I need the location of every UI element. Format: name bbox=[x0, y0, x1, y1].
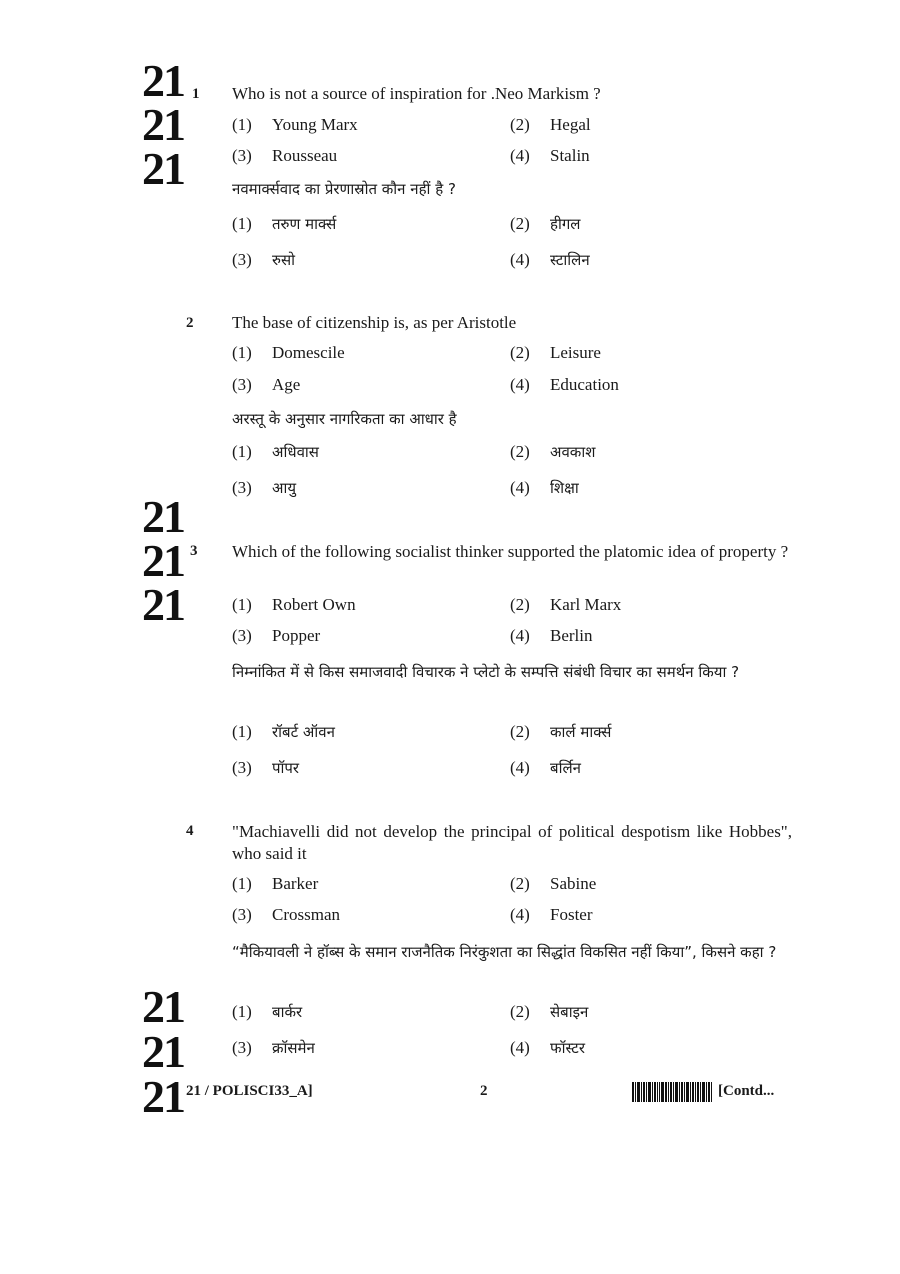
paper-code: 21 / POLISCI33_A] bbox=[186, 1083, 313, 1099]
option: (1) रॉबर्ट ऑवन bbox=[232, 722, 335, 741]
option: (3) Rousseau bbox=[232, 146, 338, 165]
question-text-en: Which of the following socialist thinker supported the platomic idea of property ? bbox=[232, 542, 789, 561]
option: (4) बर्लिन bbox=[510, 758, 581, 777]
margin-mark: 21 bbox=[142, 143, 184, 194]
option: (1) Robert Own bbox=[232, 595, 356, 614]
question-text-hi: अरस्तू के अनुसार नागरिकता का आधार है bbox=[232, 410, 457, 428]
barcode-icon bbox=[632, 1082, 712, 1102]
option: (1) Domescile bbox=[232, 343, 345, 362]
option: (3) Popper bbox=[232, 626, 321, 645]
question-text-hi: “मैकियावली ने हॉब्स के समान राजनैतिक निरंकुशता का सिद्धांत विकसित नहीं किया”, किसने कहा ? bbox=[232, 943, 777, 961]
question-number: 3 bbox=[190, 543, 198, 559]
margin-mark: 21 bbox=[142, 55, 184, 106]
option: (2) अवकाश bbox=[510, 442, 596, 461]
option: (3) Age bbox=[232, 375, 301, 394]
option: (4) शिक्षा bbox=[510, 478, 579, 497]
margin-mark: 21 bbox=[142, 579, 184, 630]
question-text-en: Who is not a source of inspiration for .Neo Markism ? bbox=[232, 84, 601, 103]
option: (2) कार्ल मार्क्स bbox=[510, 722, 612, 741]
margin-mark: 21 bbox=[142, 99, 184, 150]
option: (1) बार्कर bbox=[232, 1002, 303, 1021]
option: (4) Stalin bbox=[510, 146, 590, 165]
option: (3) पॉपर bbox=[232, 758, 300, 777]
margin-mark: 21 bbox=[142, 1026, 184, 1077]
option: (3) आयु bbox=[232, 478, 297, 497]
margin-mark: 21 bbox=[142, 535, 184, 586]
question-text-hi: निम्नांकित में से किस समाजवादी विचारक ने प्लेटो के सम्पत्ति संबंधी विचार का समर्थन किया ? bbox=[232, 663, 740, 681]
question-number: 4 bbox=[186, 823, 194, 839]
option: (2) Leisure bbox=[510, 343, 601, 362]
option: (4) Berlin bbox=[510, 626, 593, 645]
option: (4) स्टालिन bbox=[510, 250, 590, 269]
option: (1) अधिवास bbox=[232, 442, 319, 461]
option: (2) Hegal bbox=[510, 115, 591, 134]
option: (1) तरुण मार्क्स bbox=[232, 214, 337, 233]
option: (2) सेबाइन bbox=[510, 1002, 589, 1021]
option: (3) रुसो bbox=[232, 250, 295, 269]
option: (3) Crossman bbox=[232, 905, 340, 924]
continued-label: [Contd... bbox=[718, 1083, 775, 1099]
option: (1) Barker bbox=[232, 874, 319, 893]
option: (4) Education bbox=[510, 375, 619, 394]
question-text-en: The base of citizenship is, as per Aristotle bbox=[232, 313, 517, 332]
question-number: 1 bbox=[192, 86, 200, 102]
page-number: 2 bbox=[480, 1083, 488, 1099]
option: (3) क्रॉसमेन bbox=[232, 1038, 315, 1057]
question-text-hi: नवमार्क्सवाद का प्रेरणास्रोत कौन नहीं है ? bbox=[232, 180, 456, 198]
option: (2) हीगल bbox=[510, 214, 581, 233]
question-number: 2 bbox=[186, 315, 194, 331]
question-text-en: "Machiavelli did not develop the principal of political despotism like Hobbes", who said it bbox=[232, 822, 792, 863]
option: (4) फॉस्टर bbox=[510, 1038, 585, 1057]
option: (1) Young Marx bbox=[232, 115, 358, 134]
option: (2) Karl Marx bbox=[510, 595, 622, 614]
option: (2) Sabine bbox=[510, 874, 597, 893]
margin-mark: 21 bbox=[142, 981, 184, 1032]
margin-mark: 21 bbox=[142, 1071, 184, 1122]
option: (4) Foster bbox=[510, 905, 593, 924]
margin-mark: 21 bbox=[142, 491, 184, 542]
